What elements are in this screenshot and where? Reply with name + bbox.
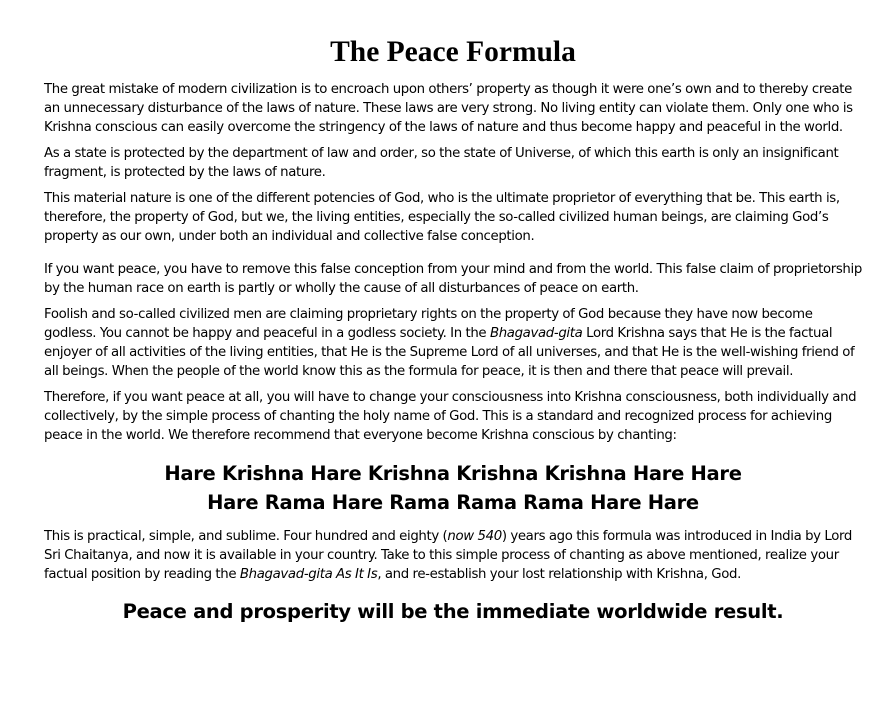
paragraph-4: If you want peace, you have to remove this false conception from your mind and from the world. This false claim of proprietorship by the human race on earth is partly or wholly the cause of all disturbances of peace on earth. (44, 262, 862, 296)
mantra-line-2: Hare Rama Hare Rama Rama Rama Hare Hare (207, 491, 699, 514)
paragraph-1: The great mistake of modern civilization is to encroach upon others’ property as though it were one’s own and to thereby create an unnecessary disturbance of the laws of nature. These laws are very strong. No living entity can violate them. Only one who is Krishna conscious can easily overcome the stringency of the laws of nature and thus become happy and peaceful in the world. (44, 82, 853, 135)
mantra-line-1: Hare Krishna Hare Krishna Krishna Krishna Hare Hare (164, 462, 742, 485)
paragraph-7-emphasis-years: now 540 (447, 529, 502, 544)
paragraph-2: As a state is protected by the department of law and order, so the state of Universe, of which this earth is only an insignificant fragment, is protected by the laws of nature. (44, 146, 839, 180)
paragraph-7-book-title: Bhagavad-gita As It Is (239, 567, 378, 582)
paragraph-7-text-b: ) years ago this formula was introduced in India by Lord Sri Chaitanya, and now it is available in your country. Take to this simple process of chanting as above mentioned, realize your factual position by reading the (44, 529, 852, 582)
paragraph-5-text-b: Lord Krishna says that He is the factual enjoyer of all activities of the living entities, that He is the Supreme Lord of all universes, and that He is the well-wishing friend of all beings. When the people of the world know this as the formula for peace, it is then and there that peace will prevail. (44, 326, 855, 379)
paragraph-3: This material nature is one of the different potencies of God, who is the ultimate proprietor of everything that be. This earth is, therefore, the property of God, but we, the living entities, especially the so-called civilized human beings, are claiming God’s property as our own, under both an individual and collective false conception. (44, 191, 840, 244)
document-page (44, 34, 862, 626)
paragraph-5-text-a: Foolish and so-called civilized men are claiming proprietary rights on the property of God because they have now become godless. You cannot be happy and peaceful in a godless society. In the (44, 307, 813, 341)
page-title: The Peace Formula (330, 36, 576, 68)
paragraph-5-book-title: Bhagavad-gita (489, 326, 583, 341)
paragraph-6: Therefore, if you want peace at all, you will have to change your consciousness into Krishna consciousness, both individually and collectively, by the simple process of chanting the holy name of God. This is a standard and recognized process for achieving peace in the world. We therefore recommend that everyone become Krishna conscious by chanting: (44, 390, 857, 443)
paragraph-7 (44, 527, 862, 584)
paragraph-5 (44, 305, 862, 381)
mantra-block (44, 459, 862, 517)
paragraph-7-text-c: , and re-establish your lost relationship with Krishna, God. (377, 567, 741, 582)
closing-statement: Peace and prosperity will be the immediate worldwide result. (122, 600, 784, 623)
paragraph-7-text-a: This is practical, simple, and sublime. Four hundred and eighty ( (44, 529, 448, 544)
